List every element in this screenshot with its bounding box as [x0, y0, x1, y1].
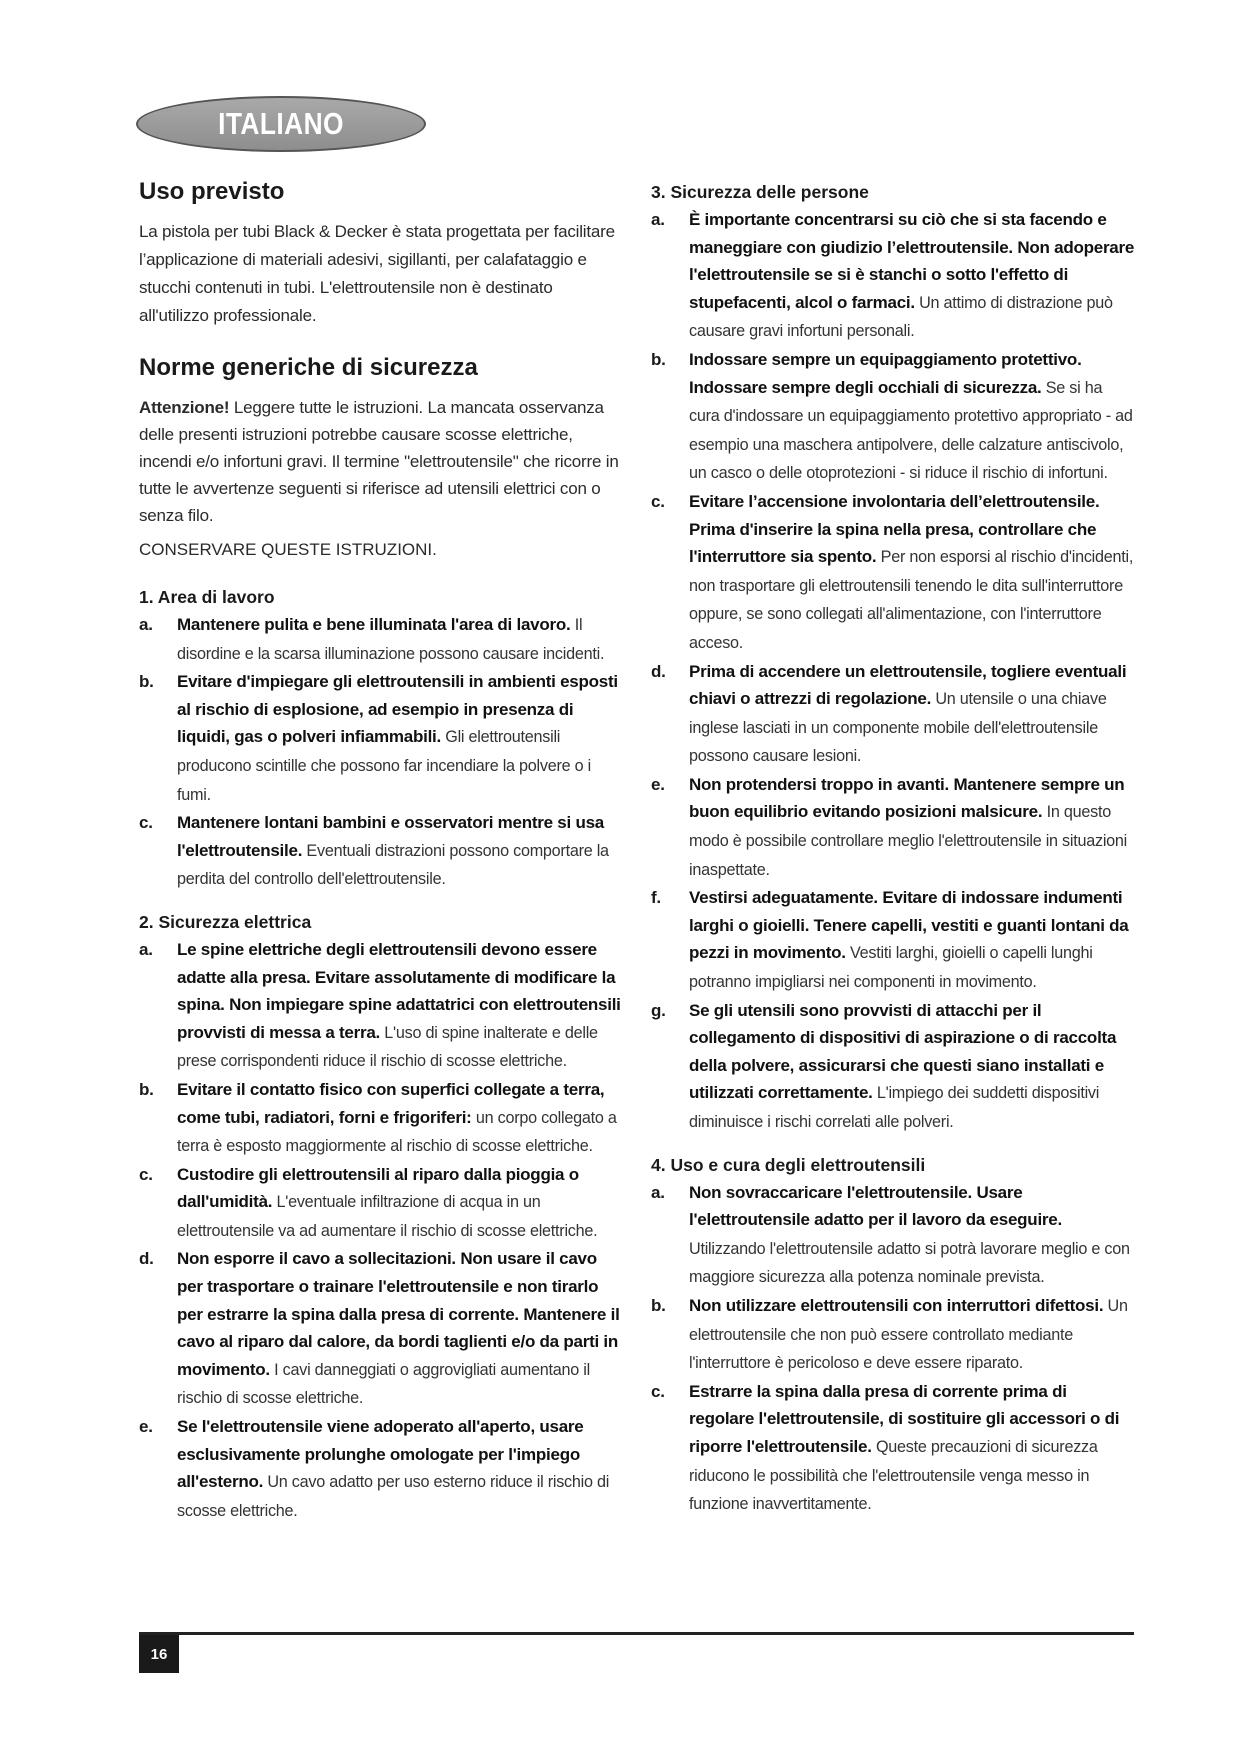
heading-norme-sicurezza: Norme generiche di sicurezza — [139, 354, 478, 381]
section-2-title: 2. Sicurezza elettrica — [139, 911, 312, 932]
list-item: b. Evitare il contatto fisico con superfici collegate a terra, come tubi, radiatori, forni e frigoriferi: un corpo collegato a terra è esposto maggiormente al rischio di scosse elettriche. — [139, 1079, 617, 1156]
list-item: c. Estrarre la spina dalla presa di corrente prima di regolare l'elettroutensile, di sostituire gli accessori o di riporre l'elettroutensile. Queste precauzioni di sicurezza riducono le possibilità che l'elettroutensile venga messo in funzione inavvertitamente. — [651, 1381, 1120, 1514]
list-item: a. È importante concentrarsi su ciò che si sta facendo e maneggiare con giudizio l’elettroutensile. Non adoperare l'elettroutensile se si è stanchi o sotto l'effetto di stupefacenti, alcol o farmaci. Un attimo di distrazione può causare gravi infortuni personali. — [651, 210, 1135, 341]
list-item: e. Se l'elettroutensile viene adoperato all'aperto, usare esclusivamente prolunghe omologate per l'impiego all'esterno. Un cavo adatto per uso esterno riduce il rischio di scosse elettriche. — [139, 1417, 610, 1520]
section-3-list — [651, 206, 1136, 1137]
language-label: ITALIANO — [218, 106, 344, 141]
list-item: d. Non esporre il cavo a sollecitazioni. Non usare il cavo per trasportare o trainare l'elettroutensile e non tirarlo per estrarre la spina dalla presa di corrente. Mantenere il cavo al riparo dal calore, da bordi taglienti e/o da parti in movimento. I cavi danneggiati o aggrovigliati aumentano il rischio di scosse elettriche. — [139, 1249, 620, 1408]
section-1-title: 1. Area di lavoro — [139, 587, 275, 607]
list-item: a. Le spine elettriche degli elettroutensili devono essere adatte alla presa. Evitare assolutamente di modificare la spina. Non impiegare spine adattatrici con elettroutensili provvisti di messa a terra. L'uso di spine inalterate e delle prese corrispondenti riduce il rischio di scosse elettriche. — [139, 939, 621, 1071]
left-column — [139, 178, 624, 1525]
list-item: b. Non utilizzare elettroutensili con interruttori difettosi. Un elettroutensile che non può essere controllato mediante l'interruttore è pericoloso e deve essere riparato. — [651, 1295, 1128, 1373]
attenzione-label: Attenzione! — [139, 398, 230, 417]
section-3-title: 3. Sicurezza delle persone — [651, 182, 869, 202]
list-item: e. Non protendersi troppo in avanti. Mantenere sempre un buon equilibrio evitando posizioni malsicure. In questo modo è possibile controllare meglio l'elettroutensile in situazioni inaspettate. — [651, 774, 1128, 879]
language-badge — [136, 96, 426, 152]
list-item: c. Custodire gli elettroutensili al riparo dalla pioggia o dall'umidità. L'eventuale infiltrazione di acqua in un elettroutensile va ad aumentare il rischio di scosse elettriche. — [139, 1164, 598, 1240]
list-item: a. Mantenere pulita e bene illuminata l'area di lavoro. Il disordine e la scarsa illuminazione possono causare incidenti. — [139, 615, 605, 663]
section-4-title: 4. Uso e cura degli elettroutensili — [651, 1154, 926, 1175]
right-column — [651, 178, 1136, 1519]
list-item: d. Prima di accendere un elettroutensile, togliere eventuali chiavi o attrezzi di regolazione. Un utensile o una chiave inglese lasciati in un componente mobile dell'elettroutensile possono causare lesioni. — [651, 661, 1127, 766]
list-item: g. Se gli utensili sono provvisti di attacchi per il collegamento di dispositivi di aspirazione o di raccolta della polvere, assicurarsi che questi siano installati e utilizzati correttamente. L'impiego dei suddetti dispositivi diminuisce i rischi correlati alle polveri. — [651, 1000, 1117, 1131]
section-4-list — [651, 1179, 1136, 1519]
list-item: c. Evitare l’accensione involontaria dell’elettroutensile. Prima d'inserire la spina nella presa, controllare che l'interruttore sia spento. Per non esporsi al rischio d'incidenti, non trasportare gli elettroutensili tenendo le dita sull'interruttore oppure, se sono collegati all'alimentazione, con l'interruttore acceso. — [651, 491, 1134, 652]
section-1-list — [139, 611, 624, 894]
section-2-list — [139, 936, 624, 1525]
heading-uso-previsto: Uso previsto — [139, 178, 285, 205]
list-item: a. Non sovraccaricare l'elettroutensile. Usare l'elettroutensile adatto per il lavoro da eseguire. Utilizzando l'elettroutensile adatto si potrà lavorare meglio e con maggiore sicurezza alla potenza nominale prevista. — [651, 1182, 1130, 1287]
conservare-istruzioni: CONSERVARE QUESTE ISTRUZIONI. — [139, 540, 437, 559]
footer-divider — [139, 1632, 1134, 1635]
page-number: 16 — [139, 1635, 179, 1673]
list-item: f. Vestirsi adeguatamente. Evitare di indossare indumenti larghi o gioielli. Tenere capelli, vestiti e guanti lontani da pezzi in movimento. Vestiti larghi, gioielli o capelli lunghi potranno impigliarsi nei componenti in movimento. — [651, 888, 1129, 992]
list-item: b. Indossare sempre un equipaggiamento protettivo. Indossare sempre degli occhiali di sicurezza. Se si ha cura d'indossare un equipaggiamento protettivo appropriato - ad esempio una maschera antipolvere, delle calzature antiscivolo, un casco o delle otoprotezioni - si riduce il rischio di infortuni. — [651, 349, 1133, 483]
list-item: b. Evitare d'impiegare gli elettroutensili in ambienti esposti al rischio di esplosione, ad esempio in presenza di liquidi, gas o polveri infiammabili. Gli elettroutensili producono scintille che possono far incendiare la polvere o i fumi. — [139, 672, 618, 804]
uso-previsto-text: La pistola per tubi Black & Decker è stata progettata per facilitare l’applicazione di materiali adesivi, sigillanti, per calafataggio e stucchi contenuti in tubi. L'elettroutensile non è destinato all'utilizzo professionale. — [139, 222, 615, 325]
list-item: c. Mantenere lontani bambini e osservatori mentre si usa l'elettroutensile. Eventuali distrazioni possono comportare la perdita del controllo dell'elettroutensile. — [139, 813, 609, 889]
norme-text — [139, 394, 624, 529]
norme-body: Leggere tutte le istruzioni. La mancata osservanza delle presenti istruzioni potrebbe causare scosse elettriche, incendi e/o infortuni gravi. Il termine "elettroutensile" che ricorre in tutte le avvertenze seguenti si riferisce ad utensili elettrici con o senza filo. — [139, 398, 619, 525]
